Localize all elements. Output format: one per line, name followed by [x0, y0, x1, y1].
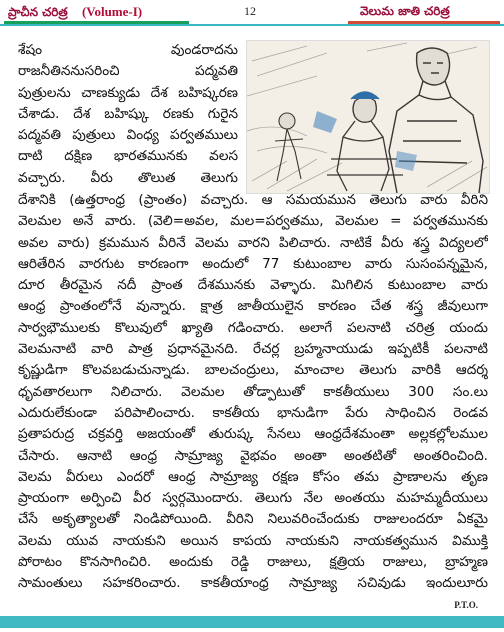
pto-label: P.T.O.: [454, 600, 478, 610]
body-line: ఎదురులేకుండా పరిపాలించారు. కాకతీయ భానుడిగా పేరు సాధించిన రెండవ: [18, 404, 488, 421]
page-number: 12: [244, 4, 256, 18]
body-line: వెలమనాటి వారి పాత్ర ప్రధానమైనది. రేచర్ల బ్రహ్మనాయుడు ఇప్పటికీ పలనాటి: [18, 341, 488, 358]
intro-line: రాజనీతిననుసరించి పద్మవతి: [18, 63, 238, 80]
page-footer: [0, 600, 504, 632]
intro-line: శేషం వుండరాదను: [18, 42, 238, 58]
body-line: ప్రతాపరుద్ర చక్రవర్తి అజయంతో తురుష్క సేనలు ఆంధ్రదేశమంతా అల్లకల్లోలముల: [18, 426, 488, 443]
body-line: ప్రాయంగా అర్పించి వీర స్వర్గమొందారు. తెలుగు నేల అంతయు మహమ్మదీయులు: [18, 490, 488, 507]
body-line: వెలమల అనే వారు. (వెలి=అవల, మల=పర్వతము, వెలమల = పర్వతమునకు: [18, 213, 488, 230]
body-line: వెలమ వీరులు ఎందరో ఆంధ్ర సామ్రాజ్య రక్షణ కోసం తమ ప్రాణాలను తృణ: [18, 468, 488, 485]
body-line: ఆరితేరిన వారగుట కారణంగా అందులో 77 కుటుంబాల వారు సుసంపన్నమైన,: [18, 255, 488, 272]
body-line: కృష్ణుడిగా కొలవబడుచున్నాడు. బాలచంద్రులు, మాంచాల తెలుగు వారికి ఆదర్శ: [18, 362, 488, 379]
intro-paragraph: [18, 40, 238, 189]
sketch-illustration: [246, 40, 490, 194]
body-line: పోరాటం కొనసాగించిరి. అందుకు రెడ్డి రాజులు, క్షత్రియ రాజులు, బ్రాహ్మణ: [18, 554, 488, 571]
intro-line: పుత్రులను చాణక్యుడు దేశ బహిష్కరణ: [18, 84, 238, 101]
body-line: చేసారు. ఆనాటి ఆంధ్ర సామ్రాజ్య వైభవం అంతా అంతటితో అంతరించింది.: [18, 447, 488, 464]
intro-line: వచ్చారు. వీరు తొలుత తెలుగు: [18, 169, 238, 186]
intro-line: పద్మవతి పుత్రులు వింధ్య పర్వతములు: [18, 127, 238, 144]
body-line: అవల వారు) క్రమమున వీరినే వెలమ వారని పిలిచారు. నాటికే వీరు శస్త్ర విద్యలలో: [18, 234, 488, 251]
body-line: వెలమ యువ నాయకుని అయిన కాపయ నాయకుని నాయకత్వమున విముక్తి: [18, 532, 488, 549]
footer-bar: [0, 616, 504, 628]
body-line: చేసే అకృత్యాలతో నిండిపోయింది. వీరిని నిలువరించేందుకు రాజులందరూ ఏకమై: [18, 511, 488, 528]
intro-line: దాటి దక్షిణ భారతమునకు వలస: [18, 148, 238, 165]
body-line: ఆంధ్ర ప్రాంతంలోనే వున్నారు. క్షాత్ర జాతీయులైన కారణం చేత శస్త్ర జీవులుగా: [18, 298, 488, 315]
page-header: [0, 0, 504, 26]
volume-label: (Volume-I): [81, 4, 143, 19]
body-line: సార్వభౌములకు కొలువులో ఖ్యాతి గడించారు. అలాగే పలనాటి చరిత్ర యందు: [18, 319, 488, 336]
book-subtitle: వెలుమ జాతి చరిత్ర: [360, 4, 450, 18]
body-line: దూర తీరమైన నదీ ప్రాంత దేశమునకు వెళ్ళారు. మిగిలిన కుటుంబాల వారు: [18, 277, 488, 294]
book-title: ప్రాచీన చరిత్ర: [8, 5, 68, 19]
body-line: ధృవతారలుగా నిలిచారు. వెలమల తోడ్పాటుతో కాకతీయులు 300 సం.లు: [18, 383, 488, 400]
body-line: దేశానికి (ఉత్తరాంధ్ర (ప్రాంతం) వచ్చారు. ఆ సమయమున తెలుగు వారు వీరిని: [18, 192, 488, 208]
header-left: [8, 4, 142, 22]
body-line: సామంతులు సహకరించారు. కాకతీయాంధ్ర సామ్రాజ్య సచివుడు ఇందులూరు: [18, 575, 488, 592]
main-paragraph: [18, 190, 488, 595]
intro-line: చేశాడు. దేశ బహిష్కు రణకు గురైన: [18, 105, 238, 122]
